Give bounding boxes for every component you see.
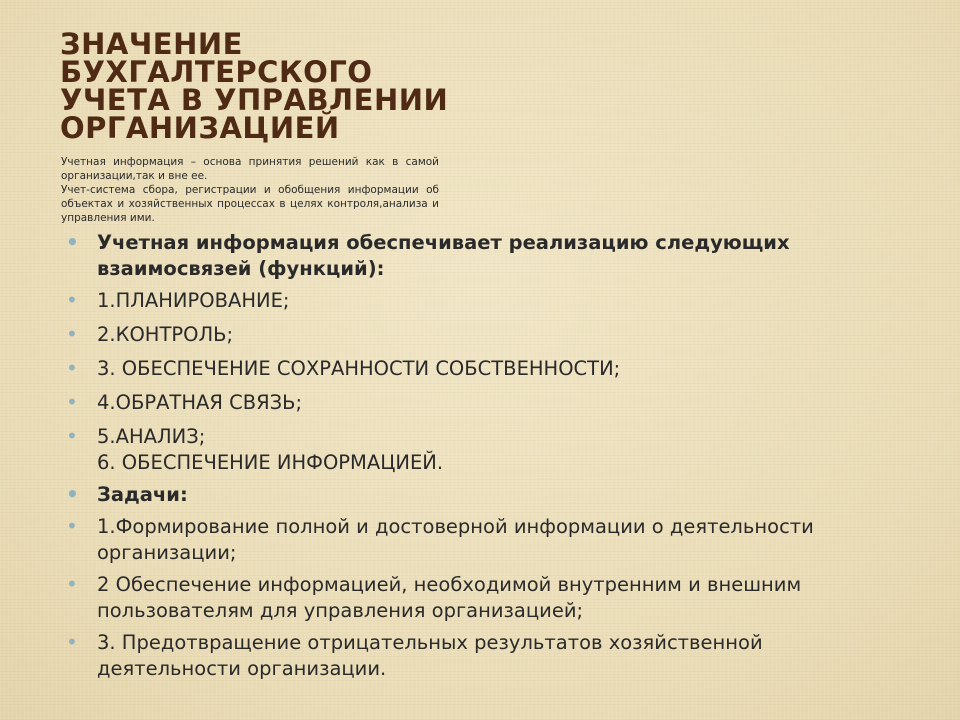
list-item <box>66 424 866 476</box>
list-item-text: 3. Предотвращение отрицательных результатов хозяйственной деятельности организации. <box>97 631 763 680</box>
bullet-icon: • <box>66 230 79 254</box>
list-item <box>66 356 866 382</box>
bullet-icon: • <box>66 630 78 654</box>
title-line: ЗНАЧЕНИЕ <box>60 27 243 61</box>
definition-paragraph: Учет-система сбора, регистрации и обобщения информации об объектах и хозяйственных процессах в целях контроля,анализа и управления ими. <box>61 184 439 224</box>
bullet-icon: • <box>66 572 78 596</box>
bullet-icon: • <box>66 424 78 448</box>
title-line: УЧЕТА В УПРАВЛЕНИИ <box>60 83 449 117</box>
bullet-icon: • <box>66 288 78 312</box>
list-item-text: 2.КОНТРОЛЬ; <box>97 323 234 346</box>
bullet-icon: • <box>66 482 79 506</box>
list-item-text: 5.АНАЛИЗ; <box>97 425 206 448</box>
list-item <box>66 322 866 348</box>
bullet-icon: • <box>66 390 78 414</box>
bullet-list <box>66 230 866 682</box>
list-item-text: 4.ОБРАТНАЯ СВЯЗЬ; <box>97 391 303 414</box>
list-item-text: Задачи: <box>97 483 188 506</box>
bullet-icon: • <box>66 514 78 538</box>
list-item-text: 1.ПЛАНИРОВАНИЕ; <box>97 289 290 312</box>
title-line: БУХГАЛТЕРСКОГО <box>60 55 373 89</box>
list-item-tasks-heading <box>66 482 866 508</box>
slide-title <box>60 27 500 145</box>
list-item <box>66 514 866 566</box>
list-item <box>66 390 866 416</box>
list-item-text: 1.Формирование полной и достоверной информации о деятельности организации; <box>97 515 814 564</box>
title-line: ОРГАНИЗАЦИЕЙ <box>60 111 340 145</box>
definition-note <box>61 155 439 225</box>
list-item-text: 2 Обеспечение информацией, необходимой внутренним и внешним пользователям для управления организацией; <box>97 573 802 622</box>
list-item <box>66 288 866 314</box>
list-item-functions-heading <box>66 230 866 282</box>
bullet-icon: • <box>66 322 78 346</box>
list-item-text: Учетная информация обеспечивает реализацию следующих взаимосвязей (функций): <box>97 231 790 280</box>
list-item <box>66 572 866 624</box>
definition-paragraph: Учетная информация – основа принятия решений как в самой организации,так и вне ее. <box>61 156 439 182</box>
bullet-icon: • <box>66 356 78 380</box>
list-item <box>66 630 866 682</box>
list-item-continuation: 6. ОБЕСПЕЧЕНИЕ ИНФОРМАЦИЕЙ. <box>97 451 444 474</box>
list-item-text: 3. ОБЕСПЕЧЕНИЕ СОХРАННОСТИ СОБСТВЕННОСТИ; <box>97 357 621 380</box>
